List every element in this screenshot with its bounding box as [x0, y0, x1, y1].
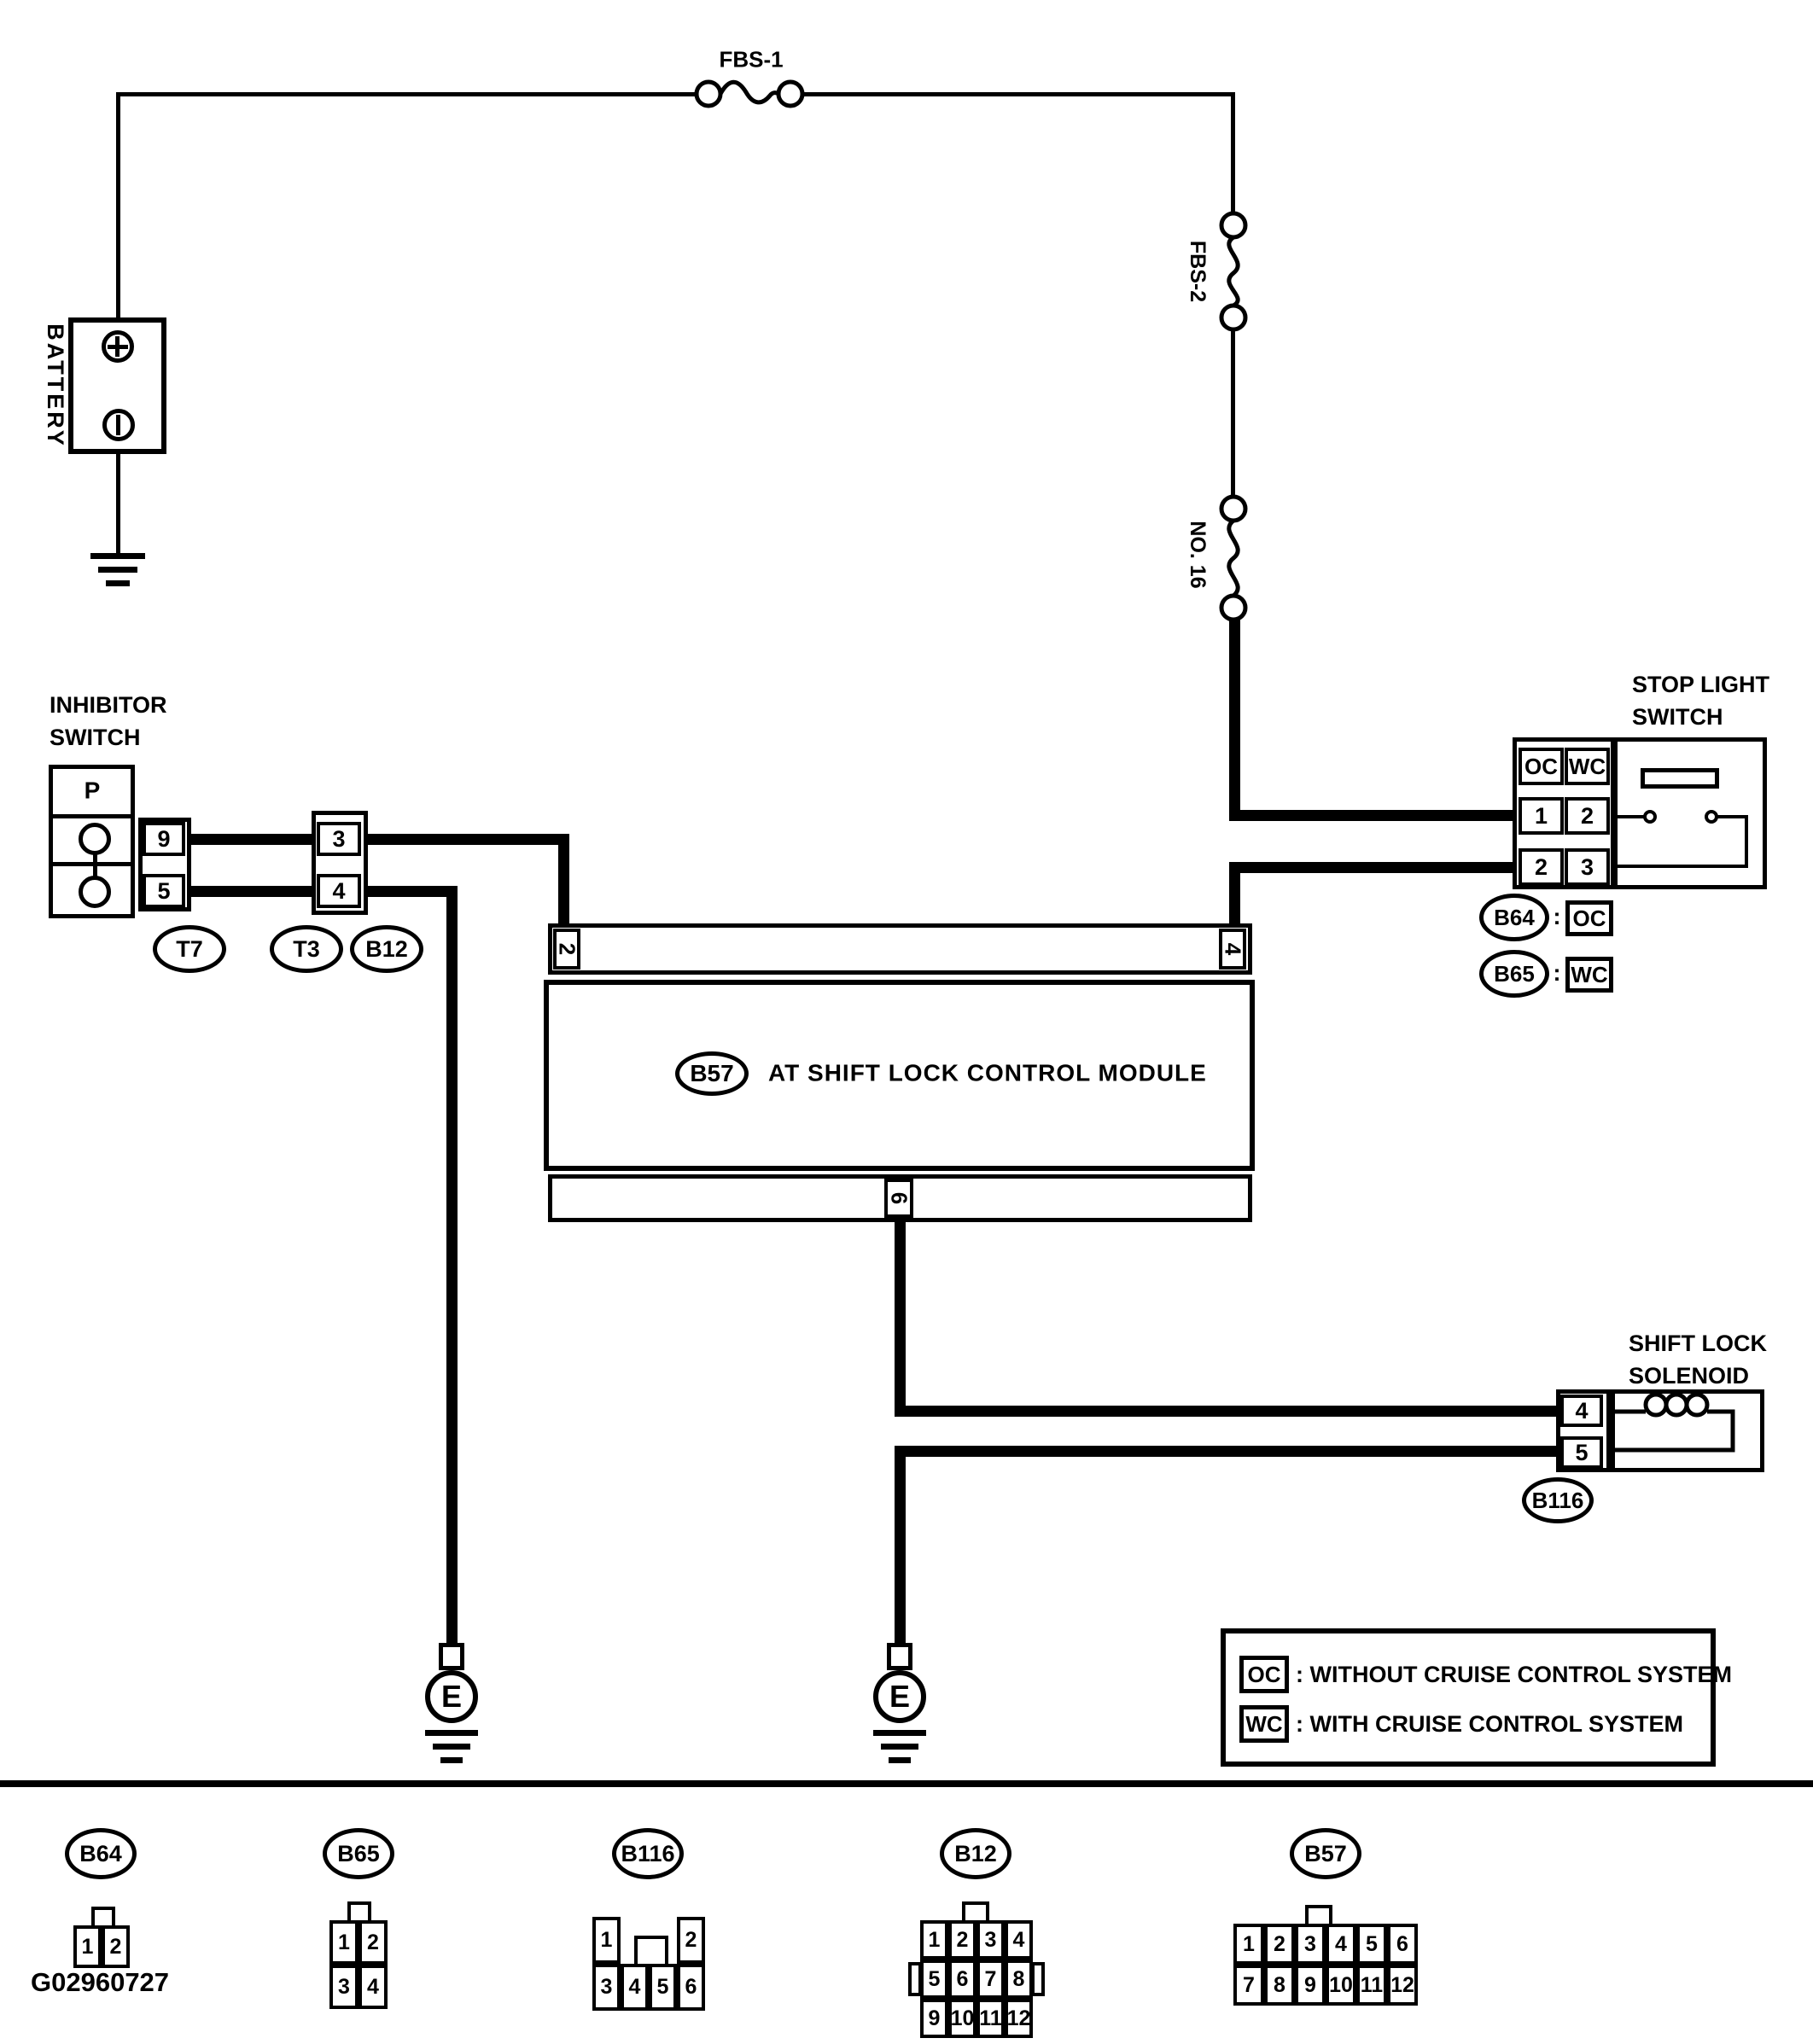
inhibitor-contact-upper: [79, 823, 111, 855]
pinout-cell: 7: [1233, 1965, 1264, 2006]
pinout-cell: 1: [592, 1917, 621, 1964]
stop-light-contact-right: [1705, 810, 1718, 824]
module-pin-2-label: 2: [554, 942, 580, 956]
stop-light-plunger: [1641, 768, 1719, 789]
pinout-cell: 12: [1005, 1999, 1033, 2038]
module-pin-6-label: 6: [886, 1191, 912, 1205]
solenoid-label-1: SHIFT LOCK: [1629, 1331, 1767, 1356]
pinout-cell: 6: [1387, 1924, 1418, 1965]
legend-text-oc: : WITHOUT CRUISE CONTROL SYSTEM: [1296, 1662, 1732, 1688]
pinout-cell: 4: [1005, 1920, 1033, 1960]
pinout-cell: 8: [1005, 1960, 1033, 1999]
ground-right-bar3: [889, 1757, 911, 1763]
fuse-no16-label: NO. 16: [1185, 521, 1210, 589]
pinout-oval-b64: B64: [65, 1828, 137, 1879]
connector-oval-t3: T3: [270, 925, 343, 973]
pinout-cell: 2: [677, 1917, 705, 1964]
pinout-cell: 7: [976, 1960, 1005, 1999]
solenoid-pin-4: 4: [1560, 1395, 1603, 1427]
connector-oval-t7: T7: [153, 925, 226, 973]
wire-pin5-to-pin4: [188, 886, 316, 897]
connector-oval-b65: B65: [1479, 950, 1549, 998]
ground-left-bar3: [440, 1757, 463, 1763]
pinout-cell: 5: [920, 1960, 948, 1999]
b64-variant-oc: OC: [1565, 900, 1613, 936]
pinout-oval-b116: B116: [612, 1828, 684, 1879]
ground-left-terminal: [439, 1643, 464, 1670]
inhibitor-position-p: P: [84, 777, 101, 804]
inhibitor-pin-5: 5: [143, 874, 185, 908]
ground-right-circle: [873, 1670, 926, 1723]
wire-solenoid-pin5-left: [895, 1446, 1556, 1457]
battery-minus-v: [116, 415, 120, 435]
inhibitor-switch-divider-1: [52, 814, 131, 818]
solenoid-label-2: SOLENOID: [1629, 1363, 1750, 1389]
legend-text-wc: : WITH CRUISE CONTROL SYSTEM: [1296, 1711, 1684, 1738]
ground-right-terminal: [887, 1643, 912, 1670]
ground-left-bar2: [433, 1744, 470, 1750]
stop-light-switch-label-1: STOP LIGHT: [1632, 672, 1770, 697]
ground-left-bar1: [425, 1730, 478, 1736]
inhibitor-pin-9: 9: [143, 822, 185, 856]
pinout-cell: 11: [976, 1999, 1005, 2038]
wire-pin4-right: [364, 886, 458, 897]
stop-light-pin-r1c1: 1: [1519, 797, 1564, 835]
pinout-cell: 1: [73, 1925, 102, 1968]
pinout-cell: 8: [1264, 1965, 1295, 2006]
wire-to-ground-left: [446, 886, 458, 1643]
pinout-cell: 6: [677, 1964, 705, 2011]
wire-battery-to-fuse: [116, 92, 707, 96]
stop-light-contact-left: [1643, 810, 1657, 824]
pinout-cell: 2: [948, 1920, 976, 1960]
pinout-cell: 11: [1356, 1965, 1387, 2006]
bottom-separator: [0, 1780, 1813, 1787]
pinout-cell: 12: [1387, 1965, 1418, 2006]
pinout-cell: 5: [1356, 1924, 1387, 1965]
stop-light-wire-d: [1618, 865, 1748, 868]
stop-light-wire-a: [1618, 815, 1645, 818]
wire-pin9-to-pin3: [188, 834, 316, 845]
pinout-oval-b57: B57: [1290, 1828, 1361, 1879]
module-pin-6: [884, 1179, 913, 1218]
wire-battery-negative: [116, 452, 120, 556]
pinout-cell: 3: [329, 1965, 359, 2009]
solenoid-pin-5: 5: [1560, 1436, 1603, 1469]
battery-ground-bar2: [98, 567, 137, 573]
wire-switch-row1: [1229, 810, 1516, 821]
fuse-no16-icon: [1213, 493, 1254, 623]
pinout-cell: 4: [1326, 1924, 1356, 1965]
pinout-cell: 2: [102, 1925, 130, 1968]
b65-variant-wc: WC: [1565, 957, 1613, 993]
stop-light-col-oc: OC: [1519, 748, 1564, 785]
wire-switch-row2: [1229, 862, 1516, 873]
pinout-cell: 3: [592, 1964, 621, 2011]
wire-pin3-right: [364, 834, 569, 845]
connector-oval-b12: B12: [350, 925, 423, 973]
module-top-connector-strip: [548, 923, 1252, 975]
pinout-cell: 2: [1264, 1924, 1295, 1965]
wire-fuse-to-right: [796, 92, 1235, 96]
stop-light-wire-c: [1745, 815, 1748, 868]
pinout-cell: 5: [649, 1964, 677, 2011]
module-pin-4-label: 4: [1220, 942, 1246, 956]
inhibitor-switch-label-1: INHIBITOR: [50, 692, 167, 718]
pinout-cell: 1: [329, 1920, 359, 1965]
wire-right-drop-2: [1231, 329, 1235, 497]
battery-label: BATTERY: [42, 323, 68, 448]
pinout-oval-b12: B12: [940, 1828, 1011, 1879]
wire-battery-positive: [116, 92, 120, 319]
connector-oval-b116: B116: [1522, 1477, 1594, 1523]
wire-down-to-module-pin2: [558, 834, 569, 927]
fuse-fbs1-icon: [685, 73, 813, 114]
pinout-cell: 10: [1326, 1965, 1356, 2006]
module-connector-oval-b57: B57: [675, 1051, 749, 1096]
stop-light-wire-b: [1717, 815, 1746, 818]
pinout-cell: 1: [1233, 1924, 1264, 1965]
pinout-side-tab: [1031, 1962, 1045, 1996]
fuse-fbs1-label: FBS-1: [719, 46, 784, 73]
pinout-oval-b65: B65: [323, 1828, 394, 1879]
ground-right-label: E: [889, 1679, 910, 1715]
battery-ground-bar1: [90, 553, 145, 559]
b64-colon: :: [1553, 904, 1561, 930]
junction-pin-4: 4: [317, 874, 361, 908]
battery-ground-bar3: [106, 580, 130, 586]
stop-light-col-wc: WC: [1565, 748, 1610, 785]
ground-left-label: E: [440, 1679, 462, 1715]
wire-to-solenoid-pin4: [895, 1406, 1556, 1417]
inhibitor-switch-divider-2: [52, 862, 131, 866]
wire-no16-to-switch: [1229, 620, 1240, 821]
pinout-cell: 9: [920, 1999, 948, 2038]
stop-light-switch-label-2: SWITCH: [1632, 704, 1723, 730]
legend-box: [1221, 1628, 1716, 1767]
wire-right-drop-1: [1231, 92, 1235, 215]
pinout-notch: [634, 1936, 668, 1967]
connector-oval-b64: B64: [1479, 894, 1549, 941]
module-pin-4: [1219, 929, 1246, 970]
wire-module-pin6-down: [895, 1220, 906, 1417]
inhibitor-contact-lower: [79, 876, 111, 908]
ground-right-bar2: [881, 1744, 918, 1750]
wire-switch-to-module-pin4: [1229, 862, 1240, 927]
fuse-fbs2-icon: [1213, 205, 1254, 338]
ground-right-bar1: [873, 1730, 926, 1736]
pinout-cell: 3: [976, 1920, 1005, 1960]
pinout-cell: 3: [1295, 1924, 1326, 1965]
ground-left-circle: [425, 1670, 478, 1723]
pinout-cell: 4: [621, 1964, 649, 2011]
pinout-cell: 6: [948, 1960, 976, 1999]
fuse-fbs2-label: FBS-2: [1185, 240, 1210, 303]
stop-light-pin-r2c1: 2: [1519, 848, 1564, 886]
module-title: AT SHIFT LOCK CONTROL MODULE: [768, 1059, 1207, 1086]
wire-to-ground-right: [895, 1446, 906, 1643]
stop-light-pin-r1c2: 2: [1565, 797, 1610, 835]
pinout-cell: 4: [359, 1965, 388, 2009]
legend-code-wc: WC: [1239, 1705, 1289, 1743]
battery-plus-v: [115, 336, 120, 357]
inhibitor-switch-label-2: SWITCH: [50, 725, 141, 750]
figure-code: G02960727: [31, 1967, 170, 1997]
solenoid-coil-icon: [1615, 1394, 1760, 1468]
module-pin-2: [553, 929, 580, 970]
stop-light-pin-r2c2: 3: [1565, 848, 1610, 886]
pinout-cell: 1: [920, 1920, 948, 1960]
b65-colon: :: [1553, 960, 1561, 987]
junction-pin-3: 3: [317, 822, 361, 856]
legend-code-oc: OC: [1239, 1656, 1289, 1693]
pinout-cell: 10: [948, 1999, 976, 2038]
pinout-cell: 2: [359, 1920, 388, 1965]
pinout-cell: 9: [1295, 1965, 1326, 2006]
